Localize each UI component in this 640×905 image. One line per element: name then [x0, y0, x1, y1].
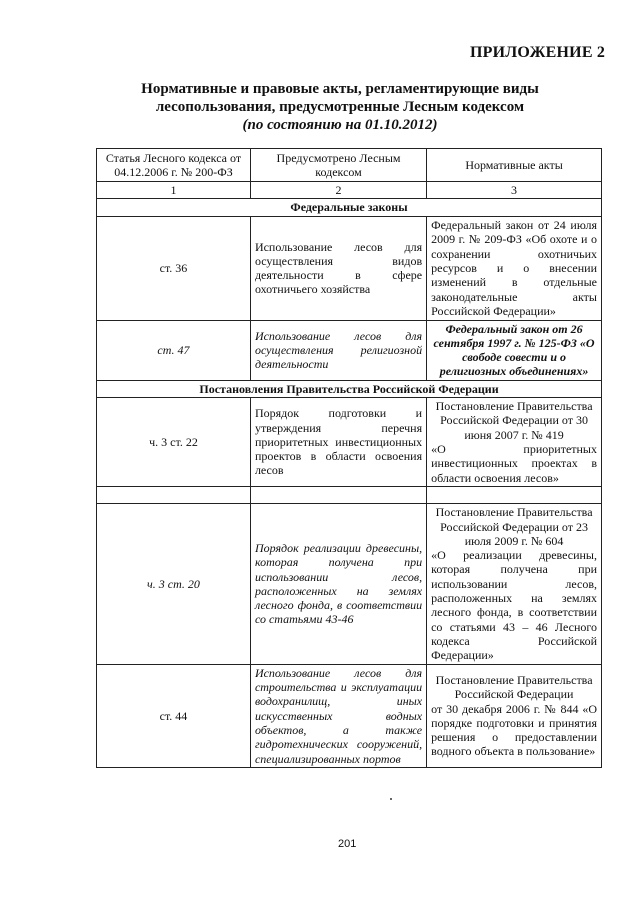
- column-number: 2: [250, 182, 426, 199]
- table-header-row: [97, 149, 602, 182]
- article-cell: ст. 47: [97, 320, 251, 380]
- section-title-government-decrees: Постановления Правительства Российской Федерации: [97, 380, 602, 397]
- provision-cell: Использование лесов для осуществления религиозной деятельности: [250, 320, 426, 380]
- header-acts: Нормативные акты: [427, 149, 602, 182]
- column-numbers-row: [97, 182, 602, 199]
- article-cell: ч. 3 ст. 22: [97, 398, 251, 487]
- act-cell: Федеральный закон от 26 сентября 1997 г. № 125-ФЗ «О свободе совести и о религиозных объединениях»: [427, 320, 602, 380]
- title-line-1: Нормативные и правовые акты, регламентирующие виды: [141, 81, 539, 97]
- section-row: [97, 199, 602, 216]
- page-number: 201: [338, 838, 357, 850]
- table-row: [97, 216, 602, 320]
- title-date: (по состоянию на 01.10.2012): [242, 117, 438, 133]
- act-body: «О приоритетных инвестиционных проектах в области освоения лесов»: [431, 441, 597, 485]
- table-row: [97, 503, 602, 664]
- provision-cell: Использование лесов для осуществления видов деятельности в сфере охотничьего хозяйства: [250, 216, 426, 320]
- section-title-federal-laws: Федеральные законы: [97, 199, 602, 216]
- table-row: [97, 320, 602, 380]
- act-heading: Постановление Правительства Российской Федерации: [435, 673, 593, 702]
- header-provision: Предусмотрено Лесным кодексом: [250, 149, 426, 182]
- column-number: 1: [97, 182, 251, 199]
- act-heading: Постановление Правительства Российской Федерации от 30 июня 2007 г. № 419: [435, 399, 593, 442]
- act-cell: [427, 503, 602, 664]
- act-heading: Постановление Правительства Российской Федерации от 23 июля 2009 г. № 604: [435, 505, 593, 548]
- table-row: [97, 664, 602, 767]
- document-title: [110, 80, 570, 134]
- title-line-2: лесопользования, предусмотренные Лесным кодексом: [155, 99, 525, 115]
- spacer-row: [97, 486, 602, 503]
- table-row: [97, 398, 602, 487]
- provision-cell: Использование лесов для строительства и эксплуатации водохранилищ, иных искусственных водных объектов, а также гидротехнических сооружений, специализированных портов: [250, 664, 426, 767]
- header-article: Статья Лесного кодекса от 04.12.2006 г. № 200-ФЗ: [97, 149, 251, 182]
- scan-speck: [390, 798, 392, 800]
- appendix-label: ПРИЛОЖЕНИЕ 2: [470, 44, 606, 61]
- act-cell: Федеральный закон от 24 июля 2009 г. № 209-ФЗ «Об охоте и о сохранении охотничьих ресурсов и о внесении изменений в отдельные законодательные акты Российской Федерации»: [427, 216, 602, 320]
- provision-cell: Порядок реализации древесины, которая получена при использовании лесов, расположенных на землях лесного фонда, в соответствии со статьями 43-46: [250, 503, 426, 664]
- act-cell: [427, 398, 602, 487]
- section-row: [97, 380, 602, 397]
- act-body: от 30 декабря 2006 г. № 844 «О порядке подготовки и принятия решения о предоставлении водного объекта в пользование»: [431, 701, 597, 759]
- column-number: 3: [427, 182, 602, 199]
- article-cell: ст. 44: [97, 664, 251, 767]
- article-cell: ч. 3 ст. 20: [97, 503, 251, 664]
- article-cell: ст. 36: [97, 216, 251, 320]
- provision-cell: Порядок подготовки и утверждения перечня приоритетных инвестиционных проектов в области освоения лесов: [250, 398, 426, 487]
- regulations-table: [96, 148, 602, 768]
- act-body: «О реализации древесины, которая получена при использовании лесов, расположенных на землях лесного фонда, в соответствии со статьями 43 – 46 Лесного кодекса Российской Федерации»: [431, 548, 597, 663]
- act-cell: [427, 664, 602, 767]
